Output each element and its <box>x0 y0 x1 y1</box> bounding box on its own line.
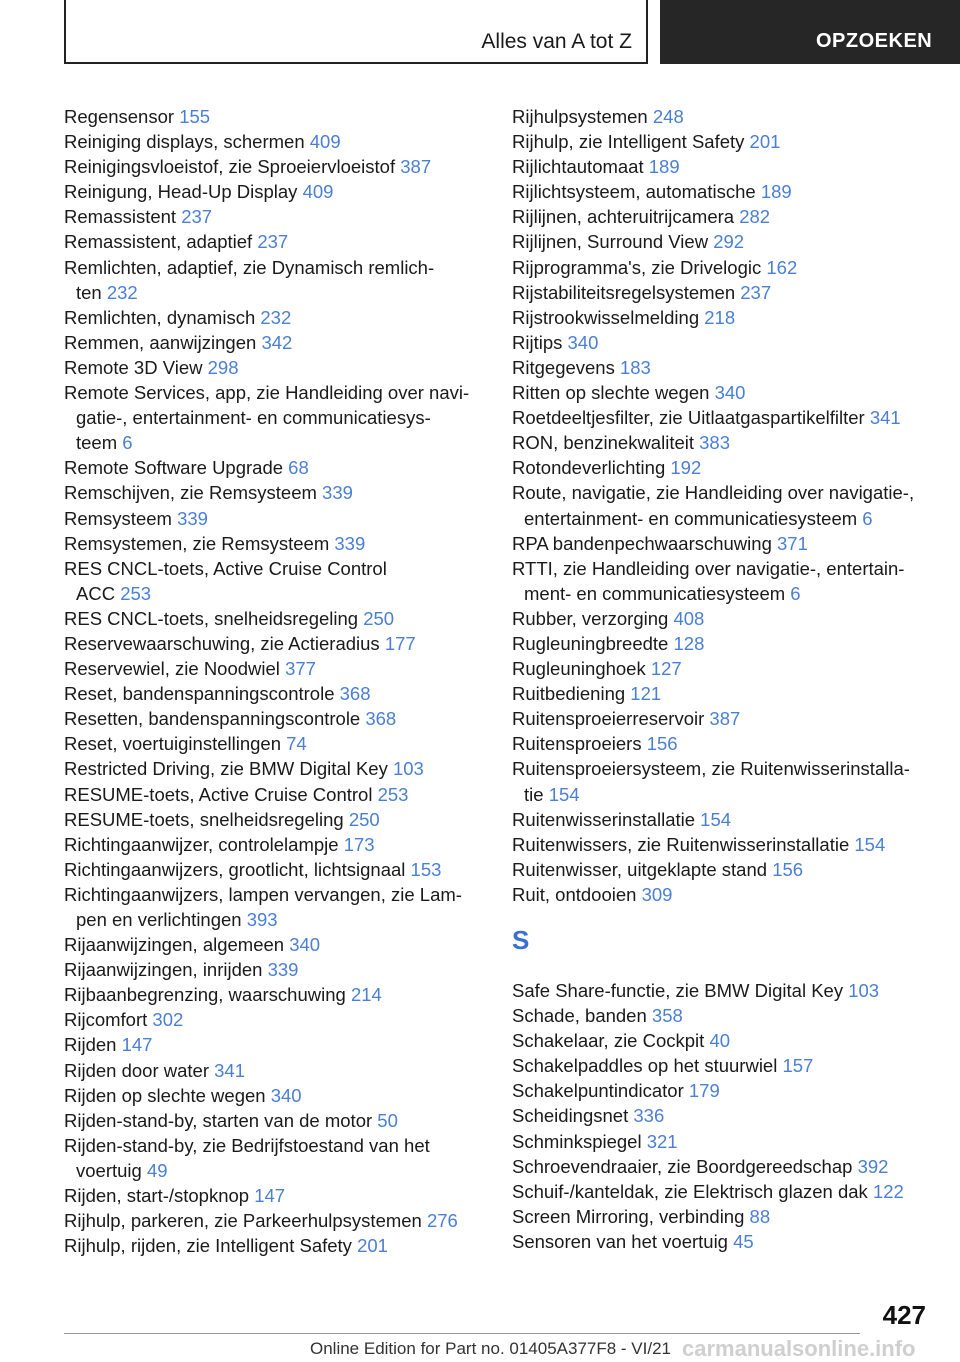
index-entry-text: ten <box>76 281 102 303</box>
index-entry-text: Ritgegevens <box>512 356 615 378</box>
index-entry-text: Rubber, verzorging <box>512 607 669 629</box>
index-entry-text: Schakelaar, zie Cockpit <box>512 1030 705 1052</box>
index-entry-text: Ruitenwissers, zie Ruitenwisserinstallatie <box>512 833 850 855</box>
index-entry-text: Rijaanwijzingen, algemeen <box>64 934 285 956</box>
index-entry-text: Schuif-/kanteldak, zie Elektrisch glazen dak <box>512 1180 868 1202</box>
index-entry-text: Ruitensproeiers <box>512 733 642 755</box>
index-page-link[interactable]: 154 <box>548 783 580 805</box>
index-entry <box>64 857 484 882</box>
index-entry-continuation <box>512 782 932 807</box>
index-entry <box>512 756 932 781</box>
index-entry-text: Schakelpuntindicator <box>512 1080 684 1102</box>
index-entry-text: Reservewiel, zie Noodwiel <box>64 658 280 680</box>
index-page-link[interactable]: 409 <box>302 181 334 203</box>
index-page-link[interactable]: 103 <box>848 980 880 1001</box>
index-entry-continuation <box>512 581 932 606</box>
index-entry-text: Rijlijnen, achteruitrijcamera <box>512 206 735 228</box>
index-entry-text: pen en verlichtingen <box>76 909 242 930</box>
index-entry-text: entertainment- en communicatiesysteem <box>524 507 858 529</box>
index-page-link[interactable]: 218 <box>704 306 736 328</box>
index-entry-text: ment- en communicatiesysteem <box>524 582 786 604</box>
index-entry <box>512 606 932 631</box>
index-entry <box>512 305 932 330</box>
index-entry-text: Ruitbediening <box>512 683 626 705</box>
index-entry <box>512 280 932 305</box>
index-entry-text: Rijden-stand-by, starten van de motor <box>64 1109 373 1131</box>
index-entry-text: Rijhulp, parkeren, zie Parkeerhulpsystemen <box>64 1210 422 1232</box>
index-page-link[interactable]: 201 <box>749 131 781 153</box>
index-entry-text: Remsysteem <box>64 507 172 529</box>
index-entry <box>64 330 484 355</box>
index-page-link[interactable]: 189 <box>648 156 680 178</box>
index-entry <box>64 957 484 982</box>
index-page-link[interactable]: 298 <box>207 356 239 378</box>
index-entry-text: Richtingaanwijzer, controlelampje <box>64 833 339 855</box>
index-page-link[interactable]: 45 <box>733 1230 754 1252</box>
index-entry-text: Regensensor <box>64 106 175 127</box>
index-page-link[interactable]: 128 <box>673 632 705 654</box>
index-entry-text: RESUME-toets, snelheidsregeling <box>64 808 344 830</box>
index-entry <box>512 631 932 656</box>
index-page-link[interactable]: 368 <box>365 708 397 730</box>
index-entry <box>512 380 932 405</box>
index-entry <box>512 430 932 455</box>
index-entry-text: Remote Software Upgrade <box>64 457 284 479</box>
index-page-link[interactable]: 232 <box>260 306 292 328</box>
index-page-link[interactable]: 339 <box>267 959 299 981</box>
index-entry <box>512 882 932 907</box>
index-entry <box>64 807 484 832</box>
index-entry <box>512 1129 932 1154</box>
index-entry-text: Schakelpaddles op het stuurwiel <box>512 1055 778 1077</box>
index-page-link[interactable]: 154 <box>854 833 886 855</box>
index-page-link[interactable]: 250 <box>348 808 380 830</box>
index-entry <box>64 556 484 581</box>
index-entry-text: Schroevendraaier, zie Boordgereedschap <box>512 1155 853 1177</box>
index-entry <box>512 129 932 154</box>
index-entry-text: Reset, voertuiginstellingen <box>64 733 281 755</box>
index-page-link[interactable]: 341 <box>214 1059 246 1081</box>
index-entry-continuation <box>512 506 932 531</box>
index-entry <box>512 1179 932 1204</box>
index-page-link[interactable]: 173 <box>343 833 375 855</box>
index-page-link[interactable]: 189 <box>760 181 792 203</box>
index-entry-text: RTTI, zie Handleiding over navigatie-, entertain- <box>512 557 905 579</box>
index-page-link[interactable]: 340 <box>270 1084 302 1106</box>
index-entry-continuation <box>64 405 484 430</box>
index-entry-text: Rijlichtsysteem, automatische <box>512 181 756 203</box>
index-entry <box>512 556 932 581</box>
index-page-link[interactable]: 371 <box>777 532 808 554</box>
index-page-link[interactable]: 358 <box>651 1005 683 1027</box>
index-entry <box>64 480 484 505</box>
index-page-link[interactable]: 88 <box>749 1205 771 1227</box>
header-tab[interactable] <box>660 0 960 64</box>
index-entry <box>64 1183 484 1208</box>
index-entry-text: Rijden door water <box>64 1059 209 1081</box>
footer-divider <box>64 1333 860 1334</box>
index-entry <box>64 1108 484 1133</box>
index-page-link[interactable]: 342 <box>261 331 293 353</box>
index-entry-text: RON, benzinekwaliteit <box>512 432 694 454</box>
index-page-link[interactable]: 340 <box>289 934 321 956</box>
index-entry <box>512 355 932 380</box>
index-entry-text: Richtingaanwijzers, lampen vervangen, zie Lam- <box>64 883 462 905</box>
index-entry-text: Remschijven, zie Remsysteem <box>64 482 317 504</box>
index-page-link[interactable]: 253 <box>377 783 409 805</box>
index-entry <box>512 978 932 1003</box>
index-entry <box>64 104 484 129</box>
index-entry <box>512 229 932 254</box>
index-entry-text: RES CNCL-toets, Active Cruise Control <box>64 557 387 579</box>
index-entry-text: Rotondeverlichting <box>512 457 666 479</box>
index-entry-text: Rugleuninghoek <box>512 658 646 680</box>
index-entry-text: teem <box>76 432 118 454</box>
index-page-link[interactable]: 157 <box>782 1055 814 1077</box>
index-entry-text: Rijaanwijzingen, inrijden <box>64 959 263 981</box>
index-page-link[interactable]: 155 <box>179 106 211 127</box>
index-page-link[interactable]: 250 <box>363 607 395 629</box>
index-entry <box>64 606 484 631</box>
index-page-link[interactable]: 237 <box>740 281 772 303</box>
index-entry <box>64 706 484 731</box>
index-entry-text: Rijstabiliteitsregelsystemen <box>512 281 736 303</box>
index-page-link[interactable]: 192 <box>670 457 702 479</box>
index-section-letter: S <box>512 925 530 955</box>
index-entry <box>64 531 484 556</box>
index-entry <box>64 1233 484 1258</box>
index-entry-text: Rijden, start-/stopknop <box>64 1185 250 1207</box>
index-entry <box>512 455 932 480</box>
index-entry <box>512 531 932 556</box>
index-entry <box>64 380 484 405</box>
index-page-link[interactable]: 154 <box>700 808 732 830</box>
index-entry-text: Roetdeeltjesfilter, zie Uitlaatgaspartikelfilter <box>512 407 865 429</box>
index-page-link[interactable]: 49 <box>146 1159 168 1181</box>
index-page-link[interactable]: 153 <box>410 858 442 880</box>
index-page-link[interactable]: 147 <box>121 1034 153 1056</box>
index-entry-text: Remassistent <box>64 206 177 228</box>
index-entry-text: Screen Mirroring, verbinding <box>512 1205 745 1227</box>
index-page-link[interactable]: 377 <box>285 658 316 680</box>
index-page-link[interactable]: 309 <box>641 883 673 905</box>
index-entry-continuation <box>64 581 484 606</box>
watermark-logo: carmanualsonline.info <box>682 1336 916 1361</box>
index-entry <box>64 631 484 656</box>
index-page-link[interactable]: 177 <box>384 632 416 654</box>
index-entry <box>512 1053 932 1078</box>
index-page-link[interactable]: 339 <box>177 507 208 529</box>
index-entry-text: Ritten op slechte wegen <box>512 382 710 404</box>
index-page-link[interactable]: 50 <box>377 1109 398 1131</box>
index-entry <box>512 255 932 280</box>
index-entry <box>64 255 484 280</box>
index-page-link[interactable]: 292 <box>713 231 745 253</box>
index-entry-text: Route, navigatie, zie Handleiding over navigatie-, <box>512 482 915 504</box>
index-entry <box>64 229 484 254</box>
index-column-left <box>64 104 484 1258</box>
index-entry <box>512 154 932 179</box>
index-entry-text: Reiniging displays, schermen <box>64 131 305 153</box>
index-entry-continuation <box>64 280 484 305</box>
index-page-link[interactable]: 68 <box>288 457 309 479</box>
index-page-link[interactable]: 383 <box>699 432 731 454</box>
index-entry-text: Reinigung, Head-Up Display <box>64 181 298 203</box>
index-entry-text: Scheidingsnet <box>512 1105 629 1127</box>
index-entry <box>64 355 484 380</box>
index-entry <box>64 782 484 807</box>
index-page-link[interactable]: 40 <box>709 1030 731 1052</box>
index-entry-continuation <box>64 430 484 455</box>
index-entry-text: Remmen, aanwijzingen <box>64 331 257 353</box>
index-entry-text: Reset, bandenspanningscontrole <box>64 683 335 705</box>
index-entry-text: voertuig <box>76 1159 142 1181</box>
index-page-link[interactable]: 408 <box>673 607 705 629</box>
index-page-link[interactable]: 183 <box>619 356 651 378</box>
index-entry <box>512 179 932 204</box>
index-page-link[interactable]: 147 <box>254 1185 286 1207</box>
index-entry-text: Rijden op slechte wegen <box>64 1084 266 1106</box>
index-entry-text: gatie-, entertainment- en communicatiesys- <box>76 407 431 429</box>
index-entry-text: Remote 3D View <box>64 356 203 378</box>
index-entry-text: Schminkspiegel <box>512 1130 642 1152</box>
index-page-link[interactable]: 387 <box>400 156 432 178</box>
index-entry-text: Richtingaanwijzers, grootlicht, lichtsignaal <box>64 858 406 880</box>
index-entry <box>512 807 932 832</box>
index-entry-text: Ruitensproeiersysteem, zie Ruitenwisserinstalla- <box>512 758 910 780</box>
page-number: 427 <box>882 1300 926 1330</box>
index-entry <box>512 1103 932 1128</box>
index-page-link[interactable]: 121 <box>630 683 662 705</box>
index-entry <box>512 681 932 706</box>
header-tab-label: OPZOEKEN <box>816 30 933 52</box>
index-entry <box>512 1028 932 1053</box>
index-page-link[interactable]: 276 <box>426 1210 458 1232</box>
index-entry-text: Rugleuningbreedte <box>512 632 669 654</box>
index-page-link[interactable]: 393 <box>246 909 278 930</box>
index-page-link[interactable]: 321 <box>646 1130 678 1152</box>
index-entry <box>512 1078 932 1103</box>
index-page-link[interactable]: 248 <box>652 106 684 127</box>
index-entry-text: ACC <box>76 582 116 604</box>
index-entry-text: Safe Share-functie, zie BMW Digital Key <box>512 980 844 1001</box>
index-page-link[interactable]: 103 <box>392 758 424 780</box>
index-entry <box>64 1133 484 1158</box>
index-entry-text: Rijlijnen, Surround View <box>512 231 709 253</box>
index-entry <box>512 1204 932 1229</box>
index-page-link[interactable]: 6 <box>790 582 801 604</box>
index-page-link[interactable]: 232 <box>106 281 138 303</box>
index-entry-text: Resetten, bandenspanningscontrole <box>64 708 361 730</box>
index-entry <box>64 756 484 781</box>
index-entry-text: tie <box>524 783 544 805</box>
index-entry <box>512 1003 932 1028</box>
index-page-link[interactable]: 201 <box>357 1235 388 1257</box>
index-entry-text: RPA bandenpechwaarschuwing <box>512 532 772 554</box>
index-entry-text: RES CNCL-toets, snelheidsregeling <box>64 607 359 629</box>
index-entry <box>64 932 484 957</box>
index-entry <box>64 305 484 330</box>
index-entry <box>64 832 484 857</box>
index-page-link[interactable]: 339 <box>334 532 366 554</box>
index-entry-text: RESUME-toets, Active Cruise Control <box>64 783 373 805</box>
index-entry <box>64 1083 484 1108</box>
index-entry <box>512 104 932 129</box>
index-entry-text: Rijhulpsystemen <box>512 106 648 127</box>
index-page-link[interactable]: 179 <box>688 1080 720 1102</box>
index-entry <box>512 405 932 430</box>
index-page-link[interactable]: 156 <box>772 858 804 880</box>
index-page-link[interactable]: 237 <box>257 231 289 253</box>
index-page-link[interactable]: 368 <box>339 683 371 705</box>
index-entry <box>512 832 932 857</box>
index-page-link[interactable]: 336 <box>633 1105 665 1127</box>
index-entry-text: Rijprogramma's, zie Drivelogic <box>512 256 762 278</box>
index-entry <box>512 480 932 505</box>
index-page-link[interactable]: 162 <box>766 256 798 278</box>
index-entry <box>64 731 484 756</box>
index-entry-text: Rijlichtautomaat <box>512 156 644 178</box>
index-page-link[interactable]: 282 <box>739 206 771 228</box>
index-entry-text: Rijden-stand-by, zie Bedrijfstoestand van het <box>64 1134 430 1156</box>
index-entry-continuation <box>64 1158 484 1183</box>
index-entry-text: Rijbaanbegrenzing, waarschuwing <box>64 984 346 1006</box>
index-page-link[interactable]: 340 <box>714 382 746 404</box>
index-column-right <box>512 104 932 1254</box>
index-page-link[interactable]: 6 <box>862 507 873 529</box>
index-entry-text: Rijcomfort <box>64 1009 148 1031</box>
index-entry <box>512 204 932 229</box>
index-entry <box>512 1154 932 1179</box>
index-entry-text: Remassistent, adaptief <box>64 231 253 253</box>
index-page-link[interactable]: 302 <box>152 1009 184 1031</box>
index-entry-text: Remlichten, adaptief, zie Dynamisch remlich- <box>64 256 435 278</box>
index-page-link[interactable]: 339 <box>322 482 353 504</box>
index-page-link[interactable]: 6 <box>122 432 133 454</box>
index-entry-text: Remsystemen, zie Remsysteem <box>64 532 330 554</box>
index-page-link[interactable]: 409 <box>309 131 341 153</box>
index-entry-text: Reinigingsvloeistof, zie Sproeiervloeistof <box>64 156 396 178</box>
index-page-link[interactable]: 156 <box>646 733 678 755</box>
index-entry <box>64 506 484 531</box>
header-section-title: Alles van A tot Z <box>481 30 632 53</box>
header-section-box <box>64 0 648 64</box>
index-entry-text: Rijhulp, rijden, zie Intelligent Safety <box>64 1235 352 1257</box>
index-entry-text: Sensoren van het voertuig <box>512 1230 728 1252</box>
index-entry <box>64 179 484 204</box>
index-entry <box>64 1032 484 1057</box>
index-entry <box>64 154 484 179</box>
index-entry-text: Ruitenwisserinstallatie <box>512 808 696 830</box>
index-page-link[interactable]: 214 <box>350 984 382 1006</box>
index-entry <box>512 330 932 355</box>
footer-text: Online Edition for Part no. 01405A377F8 - VI/21 <box>310 1339 672 1358</box>
index-entry-text: Remlichten, dynamisch <box>64 306 256 328</box>
index-entry <box>64 1007 484 1032</box>
index-page-link[interactable]: 340 <box>567 331 599 353</box>
index-entry <box>64 681 484 706</box>
index-entry <box>512 1229 932 1254</box>
index-page-link[interactable]: 74 <box>286 733 307 755</box>
index-entry-text: Ruitenwisser, uitgeklapte stand <box>512 858 768 880</box>
index-entry <box>64 882 484 907</box>
index-page-link[interactable]: 127 <box>650 658 682 680</box>
index-page-link[interactable]: 122 <box>872 1180 904 1202</box>
index-entry <box>64 982 484 1007</box>
index-entry-text: Rijtips <box>512 331 563 353</box>
index-entry <box>64 129 484 154</box>
index-entry-text: Rijden <box>64 1034 117 1056</box>
index-entry <box>512 731 932 756</box>
index-entry <box>64 455 484 480</box>
index-entry <box>512 706 932 731</box>
index-entry-text: Rijstrookwisselmelding <box>512 306 700 328</box>
index-page-link[interactable]: 253 <box>120 582 152 604</box>
index-entry <box>512 857 932 882</box>
index-entry <box>512 656 932 681</box>
index-entry-continuation <box>64 907 484 932</box>
index-entry-text: Reservewaarschuwing, zie Actieradius <box>64 632 380 654</box>
index-entry <box>64 1058 484 1083</box>
index-entry <box>64 1208 484 1233</box>
index-entry-text: Ruitensproeierreservoir <box>512 708 705 730</box>
index-page-link[interactable]: 387 <box>709 708 741 730</box>
index-entry-text: Schade, banden <box>512 1005 647 1027</box>
index-entry-text: Remote Services, app, zie Handleiding over navi- <box>64 382 470 404</box>
index-page-link[interactable]: 392 <box>857 1155 889 1177</box>
index-page-link[interactable]: 341 <box>869 407 901 429</box>
index-entry-text: Restricted Driving, zie BMW Digital Key <box>64 758 388 780</box>
index-entry <box>64 204 484 229</box>
index-entry <box>64 656 484 681</box>
index-entry-text: Rijhulp, zie Intelligent Safety <box>512 131 745 153</box>
index-page-link[interactable]: 237 <box>181 206 213 228</box>
index-entry-text: Ruit, ontdooien <box>512 883 637 905</box>
